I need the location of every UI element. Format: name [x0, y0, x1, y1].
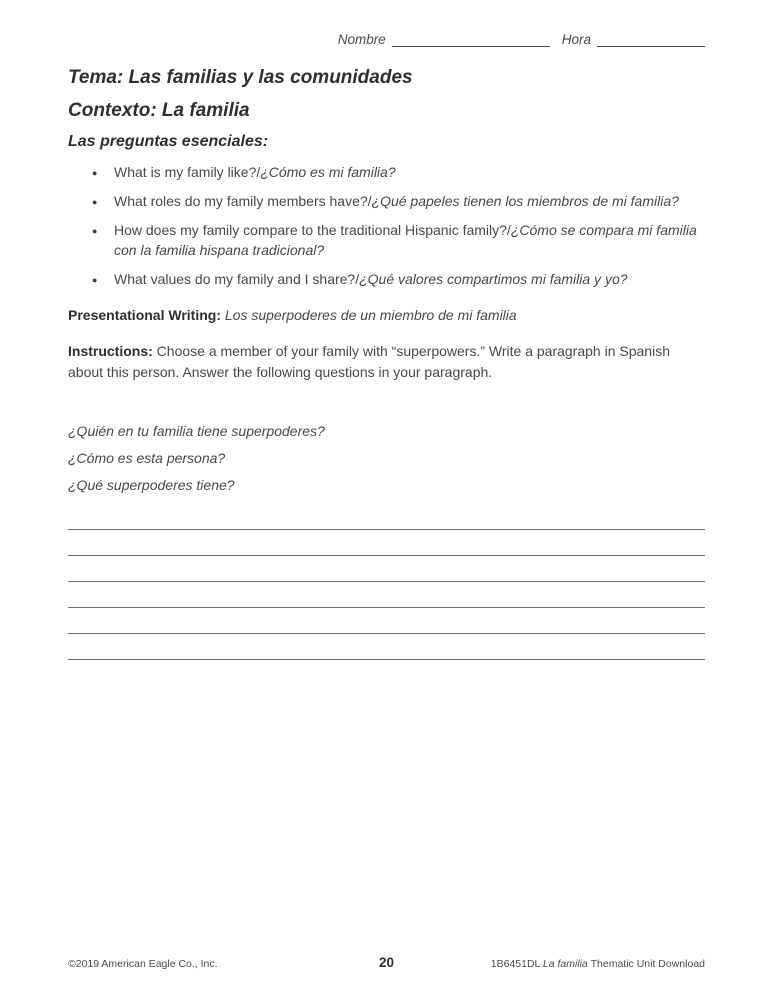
answer-line — [68, 608, 705, 634]
page-footer — [68, 955, 705, 970]
question-english: How does my family compare to the traditional Hispanic family?/ — [114, 222, 511, 239]
product-code: 1B6451DL — [490, 958, 540, 970]
product-suffix: Thematic Unit Download — [590, 958, 705, 970]
nombre-blank-line — [392, 32, 550, 47]
product-title: La familia — [542, 958, 588, 970]
question-english: What roles do my family members have?/ — [114, 193, 372, 210]
instructions-text: Choose a member of your family with “superpowers.” Write a paragraph in Spanish about this person. Answer the following questions in your paragraph. — [68, 342, 670, 380]
essential-question-item — [68, 221, 705, 261]
question-spanish: ¿Cómo se compara mi familia con la familia hispana tradicional? — [114, 222, 697, 258]
instructions-paragraph — [68, 341, 705, 383]
presentational-writing-line — [68, 305, 705, 326]
answer-line — [68, 504, 705, 530]
contexto-title: Contexto: La familia — [68, 99, 250, 121]
hora-blank-line — [597, 32, 705, 47]
bullet-icon: ● — [92, 168, 98, 179]
answer-line — [68, 530, 705, 556]
essential-question-text — [114, 221, 705, 261]
answer-line — [68, 556, 705, 582]
presentational-writing-label: Presentational Writing: — [68, 306, 221, 323]
bullet-icon: ● — [92, 226, 98, 237]
question-spanish: ¿Qué valores compartimos mi familia y yo? — [359, 270, 628, 287]
page-number: 20 — [378, 955, 395, 970]
writing-prompts — [68, 423, 705, 493]
name-hour-header — [68, 0, 705, 47]
question-spanish: ¿Cómo es mi familia? — [260, 164, 396, 181]
bullet-icon: ● — [92, 197, 98, 208]
copyright-text: ©2019 American Eagle Co., Inc. — [68, 958, 218, 970]
nombre-label: Nombre — [337, 32, 386, 47]
essential-question-item — [68, 163, 705, 183]
writing-prompt: ¿Quién en tu familia tiene superpoderes? — [68, 422, 325, 439]
answer-lines — [68, 504, 705, 660]
writing-prompt: ¿Qué superpoderes tiene? — [68, 476, 235, 493]
essential-question-text — [114, 163, 396, 183]
essential-question-item — [68, 270, 705, 290]
question-english: What is my family like?/ — [114, 164, 261, 181]
essential-question-text — [114, 270, 628, 290]
answer-line — [68, 582, 705, 608]
essential-question-text — [114, 192, 679, 212]
writing-prompt: ¿Cómo es esta persona? — [68, 449, 226, 466]
instructions-label: Instructions: — [68, 342, 153, 359]
answer-line — [68, 634, 705, 660]
bullet-icon: ● — [92, 274, 98, 285]
essential-questions-list — [68, 163, 705, 289]
essential-questions-title: Las preguntas esenciales: — [68, 133, 269, 151]
essential-question-item — [68, 192, 705, 212]
product-info — [491, 958, 705, 970]
question-spanish: ¿Qué papeles tienen los miembros de mi familia? — [371, 193, 679, 210]
hora-label: Hora — [561, 32, 591, 47]
tema-title: Tema: Las familias y las comunidades — [68, 67, 413, 88]
question-english: What values do my family and I share?/ — [114, 270, 360, 287]
presentational-writing-topic: Los superpoderes de un miembro de mi familia — [224, 306, 517, 323]
